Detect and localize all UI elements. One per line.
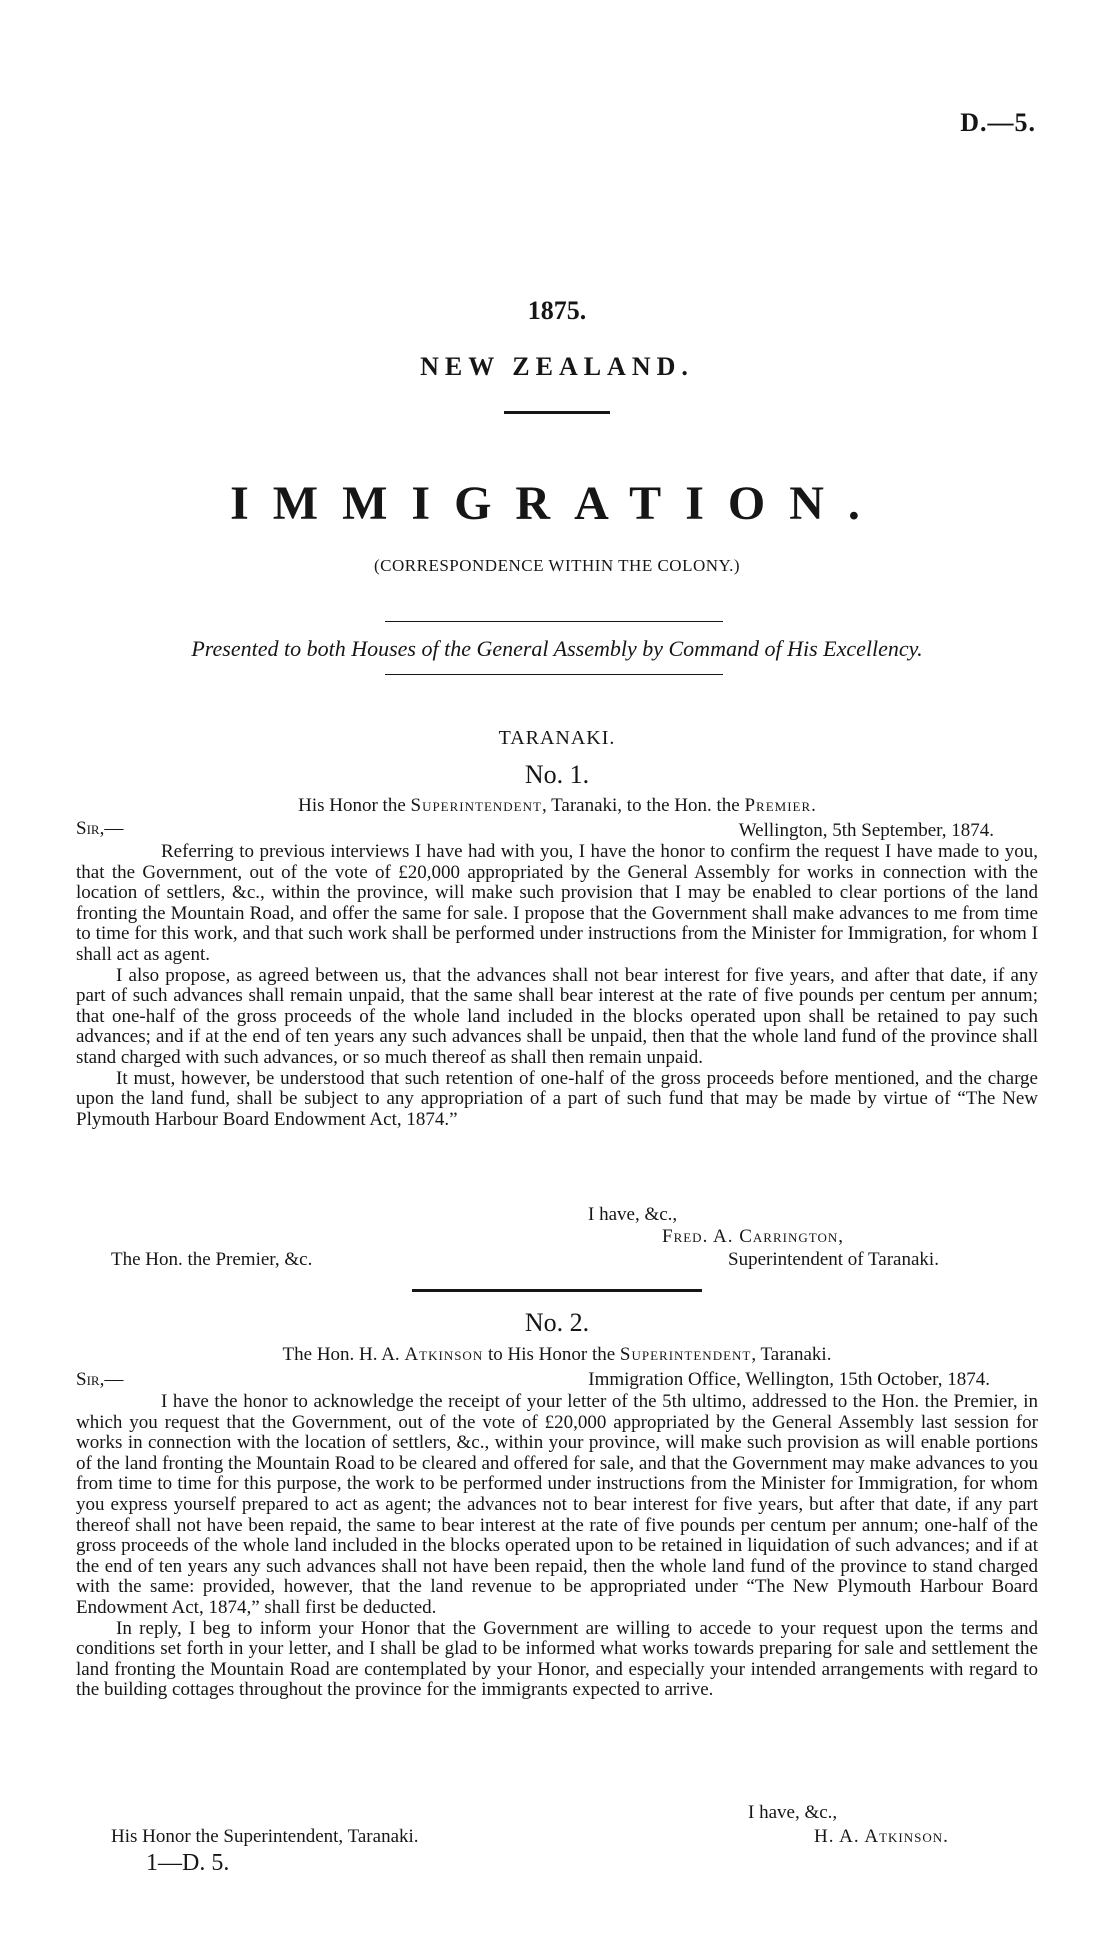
signature-title: Superintendent of Taranaki.	[728, 1249, 939, 1270]
letter-number: No. 2.	[524, 1308, 590, 1337]
addressee: The Hon. the Premier, &c.	[111, 1249, 313, 1270]
paragraph: It must, however, be understood that such retention of one-half of the gross proceeds before mentioned, and the charge upon the land fund, shall be subject to any appropriation of a part of such fund that may be made by virtue of “The New Plymouth Harbour Board Endowment Act, 1874.”	[76, 1067, 1038, 1130]
paragraph: Referring to previous interviews I have had with you, I have the honor to confirm the request I have made to you, that the Government, out of the vote of £20,000 appropriated by the General Assembly for works in connection with the location of settlers, &c., within the province, will make such provision that I may be enabled to clear portions of the land fronting the Mountain Road, and offer the same for sale. I propose that the Government shall make advances to me from time to time for this work, and that such work shall be performed under instructions from the Minister for Immigration, for whom I shall act as agent.	[76, 841, 1038, 965]
page-title: IMMIGRATION.	[230, 477, 884, 530]
document-reference: D.—5.	[960, 108, 1036, 137]
closing: I have, &c.,	[588, 1204, 678, 1225]
place-date: Wellington, 5th September, 1874.	[738, 820, 994, 841]
addressee: His Honor the Superintendent, Taranaki.	[111, 1826, 419, 1847]
signature-mark: 1—D. 5.	[146, 1850, 230, 1876]
letter-body	[76, 842, 1038, 1130]
province-heading: TARANAKI.	[498, 727, 616, 749]
salutation: Sir,—	[76, 818, 124, 839]
presented-line: Presented to both Houses of the General Assembly by Command of His Excellency.	[191, 636, 923, 661]
place-date: Immigration Office, Wellington, 15th October, 1874.	[588, 1369, 990, 1390]
rule-above-presented	[385, 621, 723, 622]
paragraph: I also propose, as agreed between us, that the advances shall not bear interest for five years, and after that date, if any part of such advances shall remain unpaid, that the same shall bear interest at the rate of five pounds per centum per annum; that one-half of the gross proceeds of the whole land included in the blocks operated upon shall be retained to pay such advances; and if at the end of ten years any such advances shall be unpaid, then that the whole land fund of the province shall stand charged with such advances, or so much thereof as shall then remain unpaid.	[76, 964, 1038, 1068]
letter-body	[76, 1392, 1038, 1701]
paragraph: I have the honor to acknowledge the receipt of your letter of the 5th ultimo, addressed to the Hon. the Premier, in which you request that the Government, out of the vote of £20,000 appropriated by the General Assembly last session for works in connection with the location of settlers, &c., within your province, will make such provision as will enable portions of the land fronting the Mountain Road to be cleared and offered for sale, and that the Government may make advances to you from time to time for this purpose, the work to be performed under instructions from the Minister for Immigration, for whom you express yourself prepared to act as agent; the advances not to bear interest for five years, but after that date, if any part thereof shall not have been repaid, the same to bear interest at the rate of five pounds per centum per annum; one-half of the gross proceeds of the whole land included in the blocks operated upon to be retained in liquidation of such advances; and if at the end of ten years any such advances shall not have been repaid, then the whole land fund of the province to stand charged with the same: provided, however, that the land revenue to be appropriated under “The New Plymouth Harbour Board Endowment Act, 1874,” shall first be deducted.	[76, 1391, 1038, 1618]
letter-divider	[412, 1289, 702, 1292]
short-rule	[504, 411, 610, 414]
country: NEW ZEALAND.	[420, 352, 694, 381]
letter-heading: The Hon. H. A. Atkinson to His Honor the Superintendent, Taranaki.	[282, 1344, 832, 1365]
letter-heading: His Honor the Superintendent, Taranaki, to the Hon. the Premier.	[298, 795, 816, 816]
letter-number: No. 1.	[524, 760, 590, 789]
salutation: Sir,—	[76, 1369, 124, 1390]
signature: Fred. A. Carrington,	[662, 1226, 844, 1247]
signature: H. A. Atkinson.	[814, 1826, 949, 1847]
subtitle: (CORRESPONDENCE WITHIN THE COLONY.)	[374, 556, 740, 575]
rule-below-presented	[385, 674, 723, 675]
paragraph: In reply, I beg to inform your Honor that the Government are willing to accede to your request upon the terms and conditions set forth in your letter, and I shall be glad to be informed what works towards preparing for sale and settlement the land fronting the Mountain Road are contemplated by your Honor, and especially your intended arrangements with regard to the building cottages throughout the province for the immigrants expected to arrive.	[76, 1617, 1038, 1701]
closing: I have, &c.,	[748, 1802, 838, 1823]
year: 1875.	[527, 296, 587, 325]
